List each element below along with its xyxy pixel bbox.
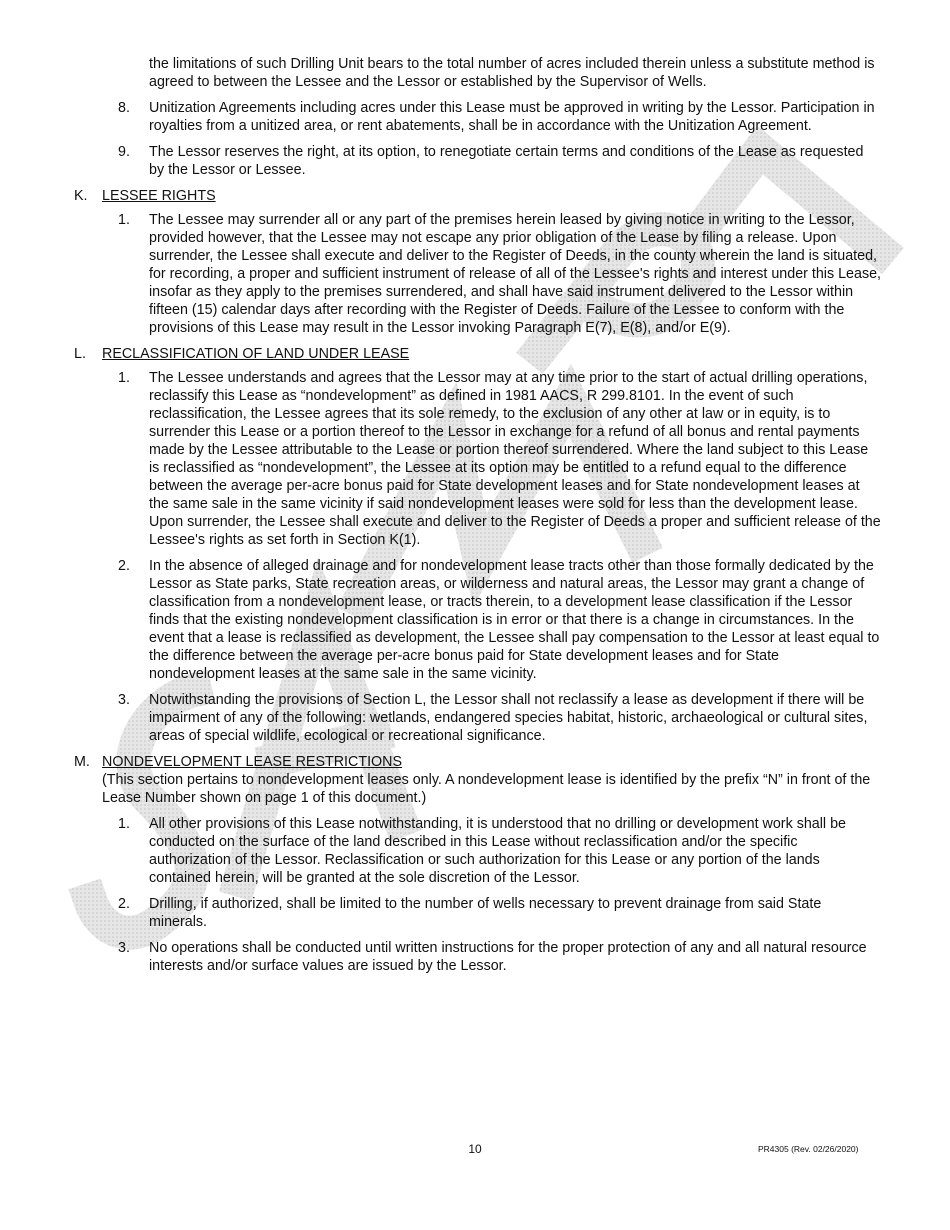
- list-item: [74, 369, 882, 549]
- section-heading-k: [74, 187, 882, 205]
- item-text: The Lessor reserves the right, at its option, to renegotiate certain terms and conditions of the Lease as requested by the Lessor or Lessee.: [149, 144, 864, 178]
- item-text: Drilling, if authorized, shall be limited to the number of wells necessary to prevent drainage from said State minerals.: [149, 896, 822, 930]
- section-heading-m: [74, 753, 882, 771]
- list-item: [74, 211, 882, 337]
- section-title: LESSEE RIGHTS: [102, 188, 216, 204]
- item-text: All other provisions of this Lease notwithstanding, it is understood that no drilling or development work shall be conducted on the surface of the land described in this Lease without reclassification and/or the specific authorization of the Lessor. Reclassification or such authorization for this Lease or any portion of the lands contained herein, will be granted at the sole discretion of the Lessor.: [149, 816, 846, 886]
- item-text: The Lessee understands and agrees that the Lessor may at any time prior to the start of actual drilling operations, reclassify this Lease as “nondevelopment” as defined in 1981 AACS, R 299.8101. In the event of such reclassification, the Lessee agrees that its sole remedy, to the exclusion of any other at law or in equity, is to surrender this Lease or a portion thereof to the Lessor in exchange for a refund of all bonus and rental payments made by the Lessee attributable to the Lease or portion thereof surrendered. Where the land subject to this Lease is reclassified as “nondevelopment”, the Lessee at its option may be entitled to a refund equal to the difference between the average per-acre bonus paid for State development leases and for State nondevelopment leases at the same sale in the same vicinity if said nondevelopment leases were sold for less than the development lease. Upon surrender, the Lessee shall execute and deliver to the Register of Deeds a proper and sufficient release of the Lessee's rights as set forth in Section K(1).: [149, 370, 881, 548]
- list-item: [74, 143, 882, 179]
- item-text: Notwithstanding the provisions of Section L, the Lessor shall not reclassify a lease as development if there will be impairment of any of the following: wetlands, endangered species habitat, historic, archaeological or cultural sites, areas of special wildlife, ecological or recreational significance.: [149, 692, 868, 744]
- item-number: 1.: [118, 370, 130, 386]
- item-text: No operations shall be conducted until written instructions for the proper protection of any and all natural resource interests and/or surface values are issued by the Lessor.: [149, 940, 867, 974]
- page-number: 10: [468, 1142, 482, 1156]
- form-revision: PR4305 (Rev. 02/26/2020): [758, 1144, 859, 1154]
- section-letter: K.: [74, 188, 88, 204]
- list-item: [74, 895, 882, 931]
- item-number: 1.: [118, 212, 130, 228]
- continued-paragraph: the limitations of such Drilling Unit bears to the total number of acres included therein unless a substitute method is agreed to between the Lessee and the Lessor or established by the Supervisor of Wells.: [149, 56, 875, 90]
- item-number: 2.: [118, 558, 130, 574]
- item-text: Unitization Agreements including acres under this Lease must be approved in writing by the Lessor. Participation in royalties from a unitized area, or rent abatements, shall be in accordance with the Unitization Agreement.: [149, 100, 875, 134]
- item-number: 1.: [118, 816, 130, 832]
- item-number: 3.: [118, 940, 130, 956]
- list-item: [74, 99, 882, 135]
- section-letter: M.: [74, 754, 90, 770]
- section-heading-l: [74, 345, 882, 363]
- list-item: [74, 815, 882, 887]
- item-number: 2.: [118, 896, 130, 912]
- lease-text: [74, 55, 882, 983]
- section-letter: L.: [74, 346, 86, 362]
- section-title: NONDEVELOPMENT LEASE RESTRICTIONS: [102, 754, 403, 770]
- item-number: 8.: [118, 100, 130, 116]
- item-number: 3.: [118, 692, 130, 708]
- list-item: [74, 691, 882, 745]
- item-number: 9.: [118, 144, 130, 160]
- section-title: RECLASSIFICATION OF LAND UNDER LEASE: [102, 346, 410, 362]
- list-item: [74, 939, 882, 975]
- item-text: In the absence of alleged drainage and for nondevelopment lease tracts other than those formally dedicated by the Lessor as State parks, State recreation areas, or wilderness and natural areas, the Lessor may grant a change of classification from a nondevelopment lease, or tracts therein, to a development lease classification if the Lessor finds that the existing nondevelopment classification is in error or that there is a change in circumstances. In the event that a lease is reclassified as development, the Lessee shall pay compensation to the Lessor at least equal to the difference between the average per-acre bonus paid for State development leases and for State nondevelopment leases at the same sale in the same vicinity.: [149, 558, 880, 682]
- item-text: The Lessee may surrender all or any part of the premises herein leased by giving notice in writing to the Lessor, provided however, that the Lessee may not escape any prior obligation of the Lease by filing a release. Upon surrender, the Lessee shall execute and deliver to the Register of Deeds, in the county wherein the land is situated, for recording, a proper and sufficient instrument of release of all of the Lessee's rights and interest under this Lease, insofar as they apply to the premises surrendered, and shall have said instrument delivered to the Lessor within fifteen (15) calendar days after recording with the Register of Deeds. Failure of the Lessee to conform with the provisions of this Lease may result in the Lessor invoking Paragraph E(7), E(8), and/or E(9).: [149, 212, 882, 336]
- list-item: [74, 557, 882, 683]
- section-note: (This section pertains to nondevelopment leases only. A nondevelopment lease is identified by the prefix “N” in front of the Lease Number shown on page 1 of this document.): [102, 772, 871, 806]
